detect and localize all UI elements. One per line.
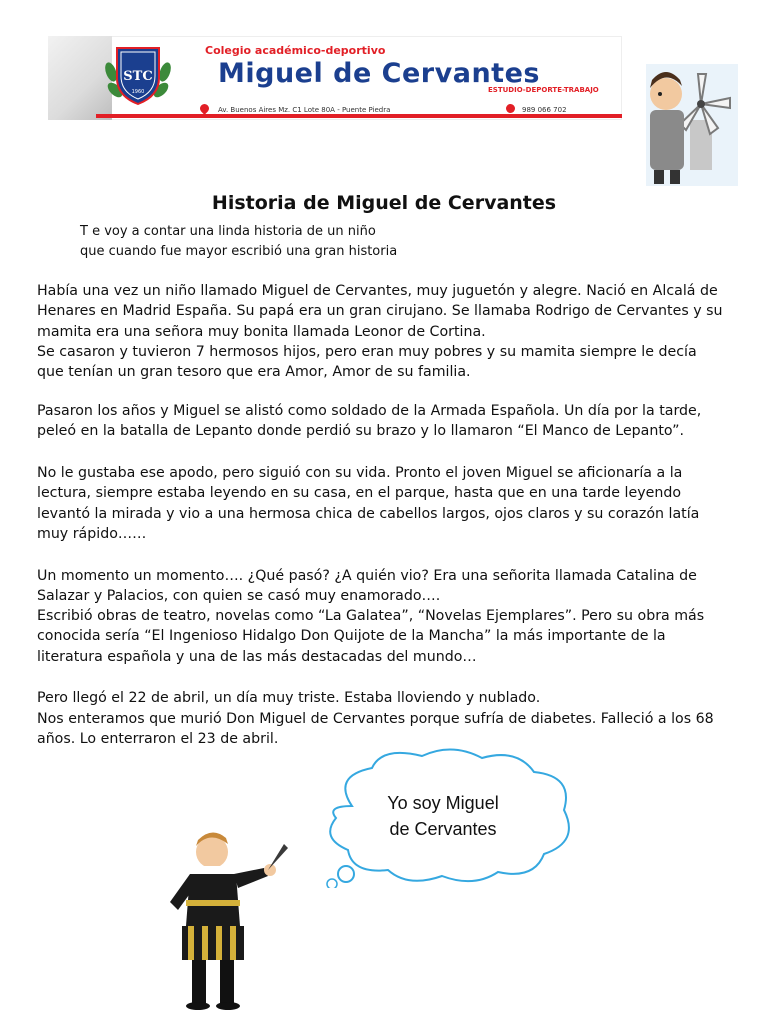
- school-phone: 989 066 702: [522, 106, 567, 114]
- boy-in-cervantes-costume-illustration: [160, 830, 292, 1010]
- school-org-line: Colegio académico-deportivo: [205, 44, 386, 57]
- document-title: Historia de Miguel de Cervantes: [211, 192, 557, 214]
- school-name: Miguel de Cervantes: [218, 58, 540, 89]
- school-motto: ESTUDIO-DEPORTE-TRABAJO: [488, 86, 599, 94]
- story-paragraph-death: Nos enteramos que murió Don Miguel de Cervantes porque sufría de diabetes. Falleció a los 68 años. Lo enterraron el 23 de abril.: [37, 711, 714, 748]
- thought-bubble-text: [338, 790, 548, 842]
- banner-red-bar: [96, 114, 622, 118]
- story-paragraph-soldier: Pasaron los años y Miguel se alistó como soldado de la Armada Española. Un día por la tarde, peleó en la batalla de Lepanto donde perdió su brazo y lo llamaron “El Manco de Lepanto”.: [37, 403, 702, 440]
- story-paragraph-family: Se casaron y tuvieron 7 hermosos hijos, pero eran muy pobres y su mamita siempre le decía que tenían un gran tesoro que era Amor, Amor de su familia.: [37, 344, 697, 381]
- school-crest-logo: [103, 42, 173, 108]
- story-paragraph-reading: No le gustaba ese apodo, pero siguió con su vida. Pronto el joven Miguel se aficionaría a la lectura, siempre estaba leyendo en su casa, en el parque, hasta que en una tarde leyendo levantó la mirada y vio a una hermosa chica de cabellos largos, ojos claros y su corazón latía muy rápido……: [37, 465, 700, 543]
- story-paragraph-catalina: Un momento un momento…. ¿Qué pasó? ¿A quién vio? Era una señorita llamada Catalina de Salazar y Palacios, con quien se casó muy enamorado….: [37, 568, 697, 605]
- story-paragraph-april: Pero llegó el 22 de abril, un día muy triste. Estaba lloviendo y nublado.: [37, 690, 541, 706]
- bubble-line: Yo soy Miguel: [387, 793, 499, 813]
- story-paragraph-birth: Había una vez un niño llamado Miguel de Cervantes, muy juguetón y alegre. Nació en Alcalá de Henares en Madrid España. Su papá era un gran cirujano. Se llamaba Rodrigo de Cervantes y su mamita era una señora muy bonita llamada Leonor de Cortina.: [37, 283, 723, 340]
- story-paragraph-works: Escribió obras de teatro, novelas como “La Galatea”, “Novelas Ejemplares”. Pero su obra más conocida sería “El Ingenioso Hidalgo Don Quijote de la Mancha” la más importante de la literatura española y una de las más destacadas del mundo…: [37, 608, 705, 665]
- bubble-line: de Cervantes: [389, 819, 497, 839]
- school-address: Av. Buenos Aires Mz. C1 Lote 80A - Puente Piedra: [218, 106, 391, 114]
- boy-windmill-cartoon-illustration: [646, 64, 738, 186]
- intro-line: T e voy a contar una linda historia de un niño: [80, 224, 376, 239]
- crest-year: 1960: [131, 89, 145, 95]
- crest-initials: STC: [123, 69, 153, 84]
- phone-icon: [506, 104, 515, 113]
- intro-text: [80, 222, 397, 262]
- intro-line: que cuando fue mayor escribió una gran historia: [80, 244, 398, 259]
